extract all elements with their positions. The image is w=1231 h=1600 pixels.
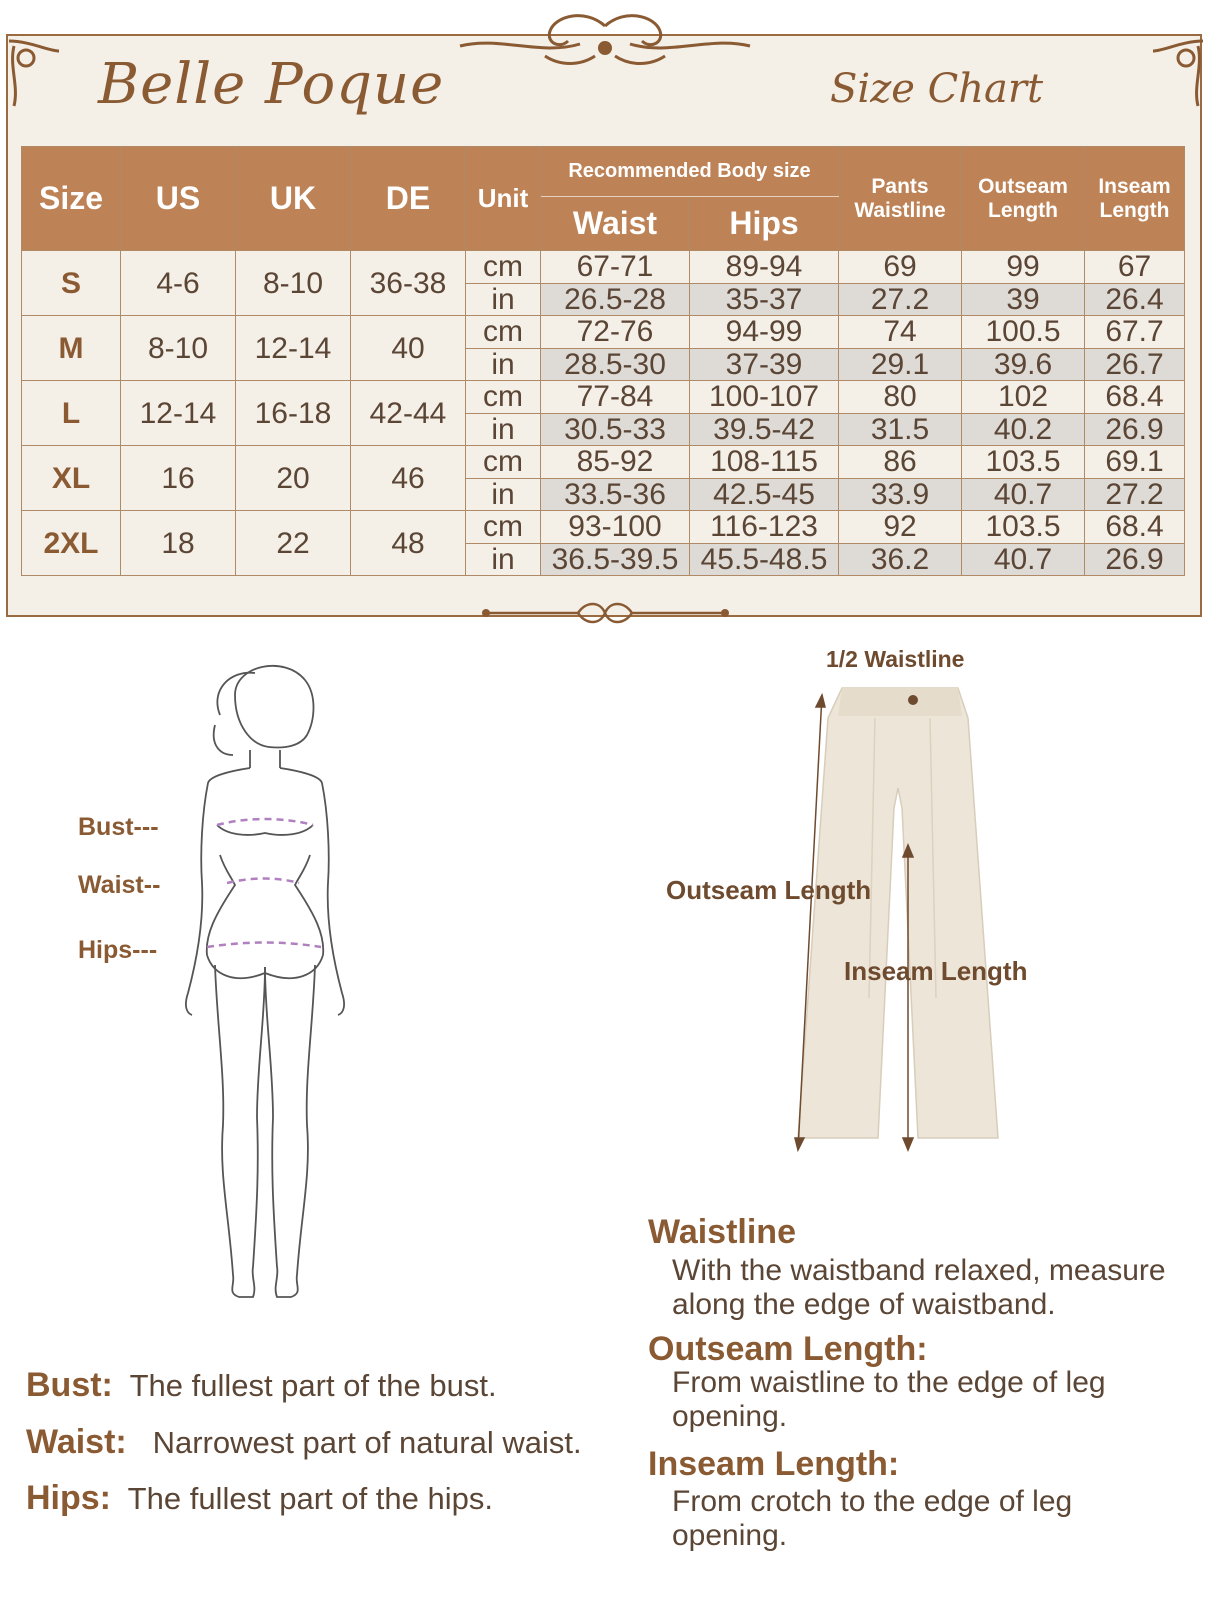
hips-cell: 89-94 xyxy=(690,251,839,284)
table-row xyxy=(22,381,1185,414)
unit-cell: cm xyxy=(466,511,541,544)
pants-cell: 80 xyxy=(839,381,962,414)
inseam-cell: 68.4 xyxy=(1085,381,1185,414)
inseam-description: From crotch to the edge of leg opening. xyxy=(672,1485,1073,1552)
waist-cell: 85-92 xyxy=(541,446,690,479)
outseam-cell: 39.6 xyxy=(962,348,1085,381)
right-corner-ornament-icon xyxy=(1148,36,1208,110)
unit-cell: in xyxy=(466,543,541,576)
waist-cell: 33.5-36 xyxy=(541,478,690,511)
us-cell: 12-14 xyxy=(121,381,236,446)
pants-cell: 33.9 xyxy=(839,478,962,511)
inseam-cell: 26.7 xyxy=(1085,348,1185,381)
inseam-cell: 26.4 xyxy=(1085,283,1185,316)
outseam-cell: 103.5 xyxy=(962,511,1085,544)
header-de: DE xyxy=(351,147,466,251)
us-cell: 4-6 xyxy=(121,251,236,316)
waistline-title: Waistline xyxy=(648,1213,796,1251)
de-cell: 48 xyxy=(351,511,466,576)
unit-cell: cm xyxy=(466,381,541,414)
waist-cell: 67-71 xyxy=(541,251,690,284)
unit-cell: cm xyxy=(466,446,541,479)
inseam-cell: 26.9 xyxy=(1085,413,1185,446)
waist-cell: 93-100 xyxy=(541,511,690,544)
inseam-cell: 69.1 xyxy=(1085,446,1185,479)
table-row xyxy=(22,511,1185,544)
header-uk: UK xyxy=(236,147,351,251)
inseam-title: Inseam Length: xyxy=(648,1445,900,1483)
outseam-cell: 103.5 xyxy=(962,446,1085,479)
header-size: Size xyxy=(22,147,121,251)
hips-cell: 37-39 xyxy=(690,348,839,381)
unit-cell: in xyxy=(466,413,541,446)
table-row xyxy=(22,446,1185,479)
waist-cell: 36.5-39.5 xyxy=(541,543,690,576)
unit-cell: in xyxy=(466,283,541,316)
table-row xyxy=(22,316,1185,349)
waist-note: Waist: Narrowest part of natural waist. xyxy=(26,1423,582,1461)
header-inseam: Inseam Length xyxy=(1085,147,1185,251)
hips-cell: 39.5-42 xyxy=(690,413,839,446)
inseam-cell: 26.9 xyxy=(1085,543,1185,576)
uk-cell: 16-18 xyxy=(236,381,351,446)
header-hips: Hips xyxy=(690,197,839,251)
header-recommended: Recommended Body size xyxy=(541,147,839,197)
bust-note: Bust: The fullest part of the bust. xyxy=(26,1366,497,1404)
pants-cell: 29.1 xyxy=(839,348,962,381)
outseam-cell: 40.2 xyxy=(962,413,1085,446)
outseam-cell: 102 xyxy=(962,381,1085,414)
outseam-title: Outseam Length: xyxy=(648,1330,928,1368)
uk-cell: 22 xyxy=(236,511,351,576)
size-table xyxy=(21,146,1185,576)
header-us: US xyxy=(121,147,236,251)
hips-cell: 116-123 xyxy=(690,511,839,544)
header-unit: Unit xyxy=(466,147,541,251)
size-cell: M xyxy=(22,316,121,381)
outseam-cell: 40.7 xyxy=(962,478,1085,511)
us-cell: 18 xyxy=(121,511,236,576)
us-cell: 16 xyxy=(121,446,236,511)
pants-cell: 74 xyxy=(839,316,962,349)
bottom-ornament-icon xyxy=(478,596,733,630)
chart-title: Size Chart xyxy=(830,66,1044,112)
pants-cell: 27.2 xyxy=(839,283,962,316)
header-pants-waistline: Pants Waistline xyxy=(839,147,962,251)
outseam-cell: 99 xyxy=(962,251,1085,284)
unit-cell: in xyxy=(466,348,541,381)
hips-cell: 94-99 xyxy=(690,316,839,349)
inseam-cell: 27.2 xyxy=(1085,478,1185,511)
pants-cell: 31.5 xyxy=(839,413,962,446)
half-waistline-label: 1/2 Waistline xyxy=(826,646,965,672)
uk-cell: 20 xyxy=(236,446,351,511)
outseam-cell: 40.7 xyxy=(962,543,1085,576)
pants-illustration xyxy=(780,670,1020,1170)
de-cell: 40 xyxy=(351,316,466,381)
size-cell: L xyxy=(22,381,121,446)
top-ornament-icon xyxy=(450,6,760,74)
unit-cell: cm xyxy=(466,316,541,349)
left-corner-ornament-icon xyxy=(4,36,64,110)
header-waist: Waist xyxy=(541,197,690,251)
hips-cell: 100-107 xyxy=(690,381,839,414)
waist-cell: 28.5-30 xyxy=(541,348,690,381)
pants-cell: 69 xyxy=(839,251,962,284)
hips-note: Hips: The fullest part of the hips. xyxy=(26,1479,493,1517)
uk-cell: 12-14 xyxy=(236,316,351,381)
size-cell: 2XL xyxy=(22,511,121,576)
pants-cell: 86 xyxy=(839,446,962,479)
hips-label: Hips--- xyxy=(78,936,158,964)
hips-cell: 45.5-48.5 xyxy=(690,543,839,576)
pants-cell: 92 xyxy=(839,511,962,544)
pants-cell: 36.2 xyxy=(839,543,962,576)
outseam-cell: 39 xyxy=(962,283,1085,316)
outseam-description: From waistline to the edge of leg opening. xyxy=(672,1366,1106,1433)
size-cell: XL xyxy=(22,446,121,511)
outseam-length-label: Outseam Length xyxy=(666,875,872,905)
waist-cell: 26.5-28 xyxy=(541,283,690,316)
table-row xyxy=(22,251,1185,284)
waist-label: Waist-- xyxy=(78,871,161,899)
waist-cell: 77-84 xyxy=(541,381,690,414)
waistline-description: With the waistband relaxed, measure along the edge of waistband. xyxy=(672,1254,1166,1321)
waist-cell: 30.5-33 xyxy=(541,413,690,446)
waist-cell: 72-76 xyxy=(541,316,690,349)
uk-cell: 8-10 xyxy=(236,251,351,316)
inseam-cell: 68.4 xyxy=(1085,511,1185,544)
header-outseam: Outseam Length xyxy=(962,147,1085,251)
inseam-length-label: Inseam Length xyxy=(844,956,1028,986)
unit-cell: cm xyxy=(466,251,541,284)
outseam-cell: 100.5 xyxy=(962,316,1085,349)
de-cell: 36-38 xyxy=(351,251,466,316)
hips-cell: 108-115 xyxy=(690,446,839,479)
de-cell: 42-44 xyxy=(351,381,466,446)
bust-label: Bust--- xyxy=(78,813,159,841)
hips-cell: 42.5-45 xyxy=(690,478,839,511)
brand-logo: Belle Poque xyxy=(98,52,445,117)
body-figure-illustration xyxy=(175,655,355,1305)
us-cell: 8-10 xyxy=(121,316,236,381)
size-cell: S xyxy=(22,251,121,316)
hips-cell: 35-37 xyxy=(690,283,839,316)
inseam-cell: 67.7 xyxy=(1085,316,1185,349)
inseam-cell: 67 xyxy=(1085,251,1185,284)
unit-cell: in xyxy=(466,478,541,511)
de-cell: 46 xyxy=(351,446,466,511)
